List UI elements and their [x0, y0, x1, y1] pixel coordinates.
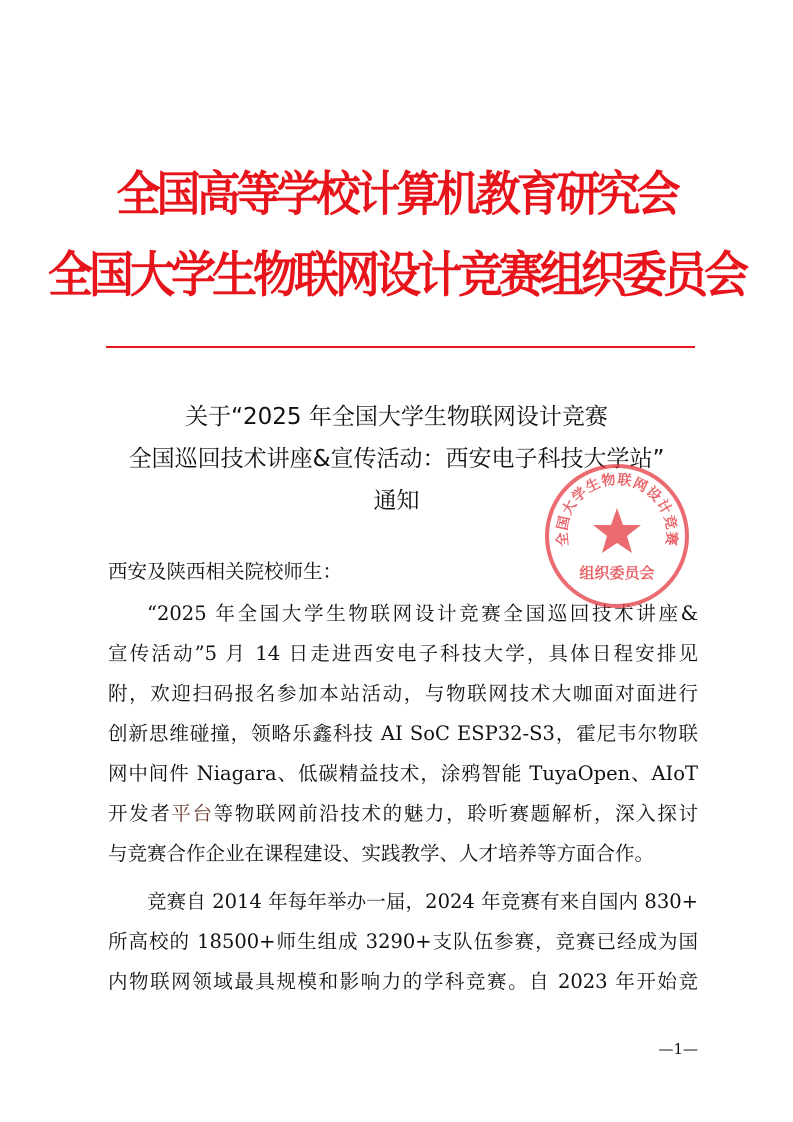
text-span: 开发者	[108, 802, 172, 825]
paragraph-line	[108, 798, 698, 826]
notice-title-line-2: 全国巡回技术讲座&宣传活动：西安电子科技大学站”	[128, 446, 665, 472]
paragraph-line: 宣传活动”5 月 14 日走进西安电子科技大学，具体日程安排见	[108, 642, 698, 665]
official-seal	[543, 462, 691, 610]
paragraph-line: 网中间件 Niagara、低碳精益技术，涂鸦智能 TuyaOpen、AIoT	[108, 762, 698, 785]
highlighted-text: 平台	[171, 802, 214, 825]
text-span: 等物联网前沿技术的魅力，聆听赛题解析，深入探讨	[213, 802, 698, 825]
salutation: 西安及陕西相关院校师生：	[108, 560, 343, 583]
org-name-line-1: 全国高等学校计算机教育研究会	[116, 167, 677, 223]
seal-arc-text: 全国大学生物联网设计竞赛	[554, 471, 680, 548]
red-divider	[106, 346, 695, 348]
notice-title-line-1: 关于“2025 年全国大学生物联网设计竞赛	[185, 404, 608, 430]
star-icon	[593, 508, 641, 553]
paragraph-line: “2025 年全国大学生物联网设计竞赛全国巡回技术讲座&	[147, 602, 698, 625]
paragraph-line: 与竞赛合作企业在课程建设、实践教学、人才培养等方面合作。	[108, 842, 655, 865]
notice-title-line-3: 通知	[373, 488, 420, 514]
org-name-line-2: 全国大学生物联网设计竞赛组织委员会	[47, 246, 745, 304]
page-number: —1—	[658, 1040, 698, 1058]
paragraph-line: 内物联网领域最具规模和影响力的学科竞赛。自 2023 年开始竞	[108, 970, 698, 993]
paragraph-line: 附，欢迎扫码报名参加本站活动，与物联网技术大咖面对面进行	[108, 682, 698, 705]
seal-bottom-text: 组织委员会	[579, 564, 655, 582]
paragraph-line: 竞赛自 2014 年每年举办一届，2024 年竞赛有来自国内 830+	[147, 890, 698, 913]
paragraph-line: 创新思维碰撞，领略乐鑫科技 AI SoC ESP32-S3，霍尼韦尔物联	[108, 722, 698, 745]
paragraph-line: 所高校的 18500+师生组成 3290+支队伍参赛，竞赛已经成为国	[108, 930, 698, 953]
